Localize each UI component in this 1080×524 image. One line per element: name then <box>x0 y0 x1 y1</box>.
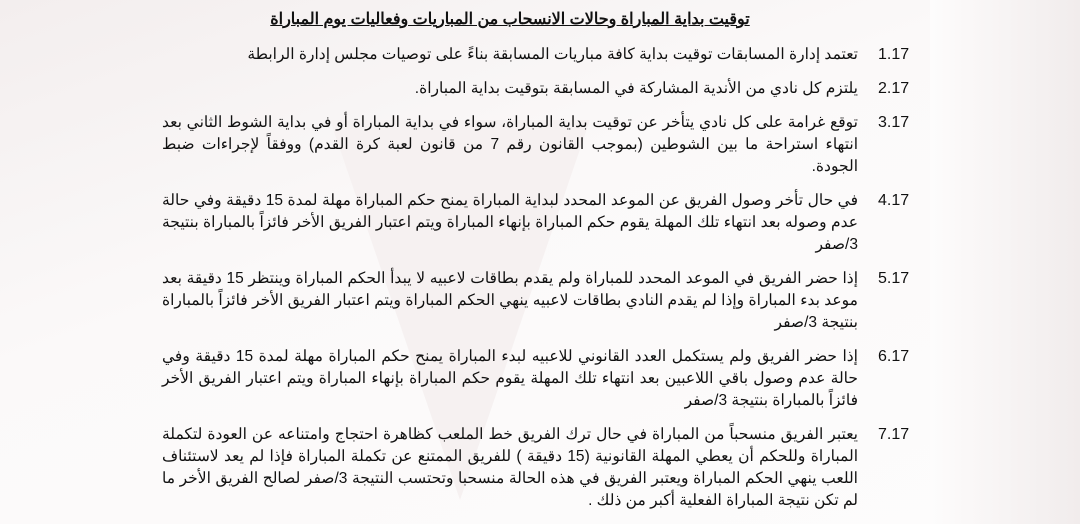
clause-text: يعتبر الفريق منسحباً من المباراة في حال ترك الفريق خط الملعب كظاهرة احتجاج وامتناعه عن العودة لتكملة المباراة وللحكم أن يعطي المهلة القانونية (15 دقيقة ) للفريق الممتنع عن تكملة المباراة فإذا لم يعد لاستئناف اللعب ينهي الحكم المباراة ويعتبر الفريق في هذه الحالة منسحبا وتحتسب النتيجة 3/صفر لصالح الفريق الأخر ما لم تكن نتيجة المباراة الفعلية أكبر من ذلك . <box>162 426 858 509</box>
clause-text: إذا حضر الفريق ولم يستكمل العدد القانوني للاعبيه لبدء المباراة يمنح حكم المباراة مهلة لمدة 15 دقيقة وفي حالة عدم وصول باقي اللاعبين بعد انتهاء تلك المهلة يقوم حكم المباراة بإنهاء المباراة ويتم اعتبار الفريق الأخر فائزاً بالمباراة بنتيجة 3/صفر <box>162 348 858 409</box>
clause-text: يلتزم كل نادي من الأندية المشاركة في المسابقة بتوقيت بداية المباراة. <box>414 80 858 97</box>
clause-text: إذا حضر الفريق في الموعد المحدد للمباراة ولم يقدم بطاقات لاعبيه لا يبدأ الحكم المباراة وينتظر 15 دقيقة بعد موعد بدء المباراة وإذا لم يقدم النادي بطاقات لاعبيه ينهي الحكم المباراة ويتم اعتبار الفريق الأخر فائزاً بالمباراة بنتيجة 3/صفر <box>162 270 858 331</box>
clause-text: توقع غرامة على كل نادي يتأخر عن توقيت بداية المباراة، سواء في بداية المباراة أو في بداية الشوط الثاني بعد انتهاء استراحة ما بين الشوطين (بموجب القانون رقم 7 من قانون لعبة كرة القدم) ووفقاً لإجراءات ضبط الجودة. <box>162 114 859 175</box>
clause-item <box>0 346 1080 412</box>
clause-item <box>0 44 1080 66</box>
clause-text: تعتمد إدارة المسابقات توقيت بداية كافة مباريات المسابقة بناءً على توصيات مجلس إدارة الرابطة <box>247 46 858 63</box>
clause-number: 7.17 <box>878 426 910 443</box>
clause-text: في حال تأخر وصول الفريق عن الموعد المحدد لبداية المباراة يمنح حكم المباراة مهلة لمدة 15 دقيقة وفي حالة عدم وصوله بعد انتهاء تلك المهلة يقوم حكم المباراة بإنهاء المباراة ويتم اعتبار الفريق الأخر فائزاً بالمباراة بنتيجة 3/صفر <box>162 192 858 253</box>
section-title: توقيت بداية المباراة وحالات الانسحاب من المباريات وفعاليات يوم المباراة <box>270 11 750 28</box>
clause-number: 6.17 <box>878 348 910 365</box>
clause-number: 2.17 <box>878 80 910 97</box>
clause-list <box>0 44 1080 524</box>
clause-item <box>0 424 1080 512</box>
clause-number: 5.17 <box>878 270 910 287</box>
clause-item <box>0 268 1080 334</box>
clause-item <box>0 78 1080 100</box>
clause-number: 3.17 <box>878 114 910 131</box>
clause-item <box>0 190 1080 256</box>
clause-number: 4.17 <box>878 192 910 209</box>
clause-number: 1.17 <box>878 46 910 63</box>
clause-item <box>0 112 1080 178</box>
